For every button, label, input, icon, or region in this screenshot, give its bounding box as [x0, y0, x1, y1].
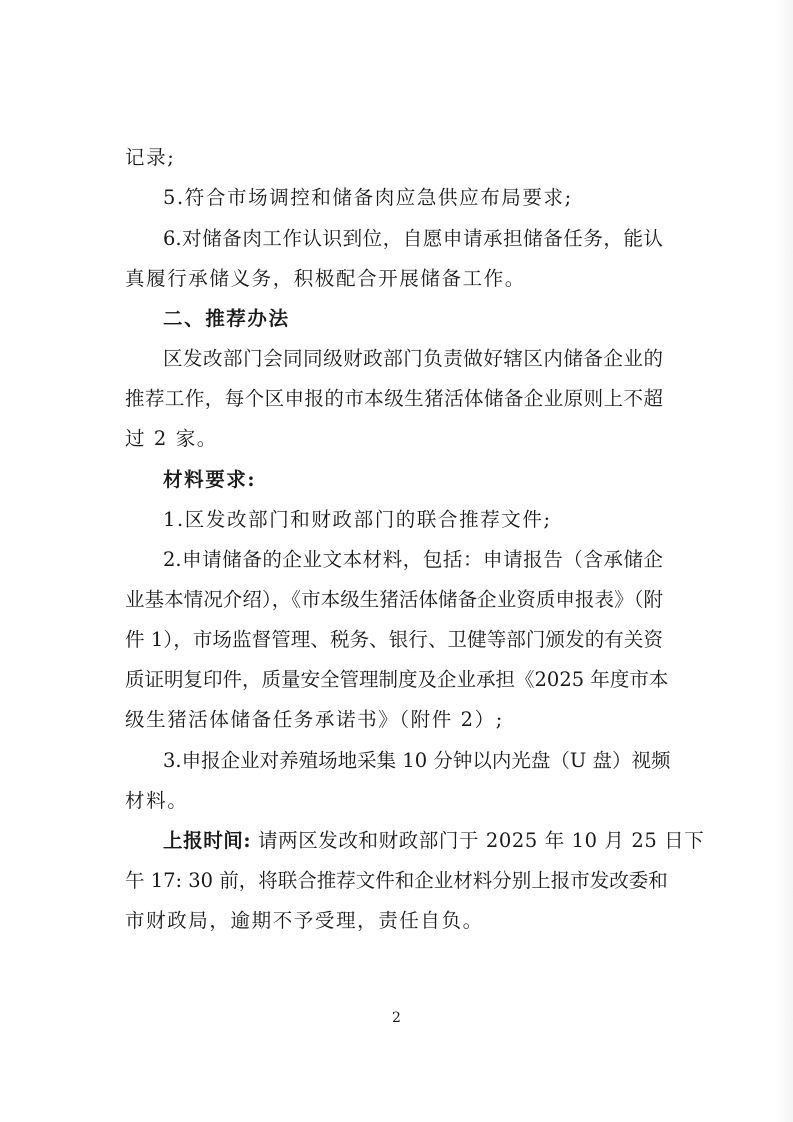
- text-line: 记录;: [125, 146, 176, 169]
- text-line: 业基本情况介绍），《市本级生猪活体储备企业资质申报表》（附: [125, 588, 663, 611]
- text-line: 区发改部门会同同级财政部门负责做好辖区内储备企业的: [163, 347, 663, 370]
- text-line: 级生猪活体储备任务承诺书》（附件 2）;: [125, 708, 504, 731]
- criterion-6: 6.对储备肉工作认识到位，自愿申请承担储备任务，能认: [163, 227, 663, 250]
- text-line: 真履行承储义务，积极配合开展储备工作。: [125, 267, 526, 290]
- report-time-text: 请两区发改和财政部门于 2025 年 10 月 25 日下: [251, 829, 705, 852]
- report-time-label: 上报时间:: [163, 829, 252, 852]
- section-heading-recommendation: 二、推荐办法: [163, 307, 290, 330]
- scan-edge: [775, 0, 793, 1122]
- page-number: 2: [392, 1010, 401, 1026]
- text-line: 件 1），市场监督管理、税务、银行、卫健等部门颁发的有关资: [125, 628, 663, 651]
- criterion-5: 5.符合市场调控和储备肉应急供应布局要求;: [163, 186, 573, 209]
- material-item-3: 3.申报企业对养殖场地采集 10 分钟以内光盘（U 盘）视频: [163, 749, 671, 772]
- report-time-line: [163, 829, 704, 853]
- text-line: 市财政局，逾期不予受理，责任自负。: [125, 909, 484, 932]
- text-line: 材料。: [125, 789, 189, 812]
- material-item-1: 1.区发改部门和财政部门的联合推荐文件;: [163, 508, 552, 531]
- material-item-2: 2.申请储备的企业文本材料，包括：申请报告（含承储企: [163, 548, 663, 571]
- text-line: 质证明复印件，质量安全管理制度及企业承担《2025 年度市本: [125, 668, 669, 691]
- text-line: 过 2 家。: [125, 427, 218, 450]
- text-line: 推荐工作，每个区申报的市本级生猪活体储备企业原则上不超: [125, 387, 663, 410]
- text-line: 午 17: 30 前，将联合推荐文件和企业材料分别上报市发改委和: [125, 869, 668, 892]
- subheading-materials: 材料要求:: [163, 468, 257, 491]
